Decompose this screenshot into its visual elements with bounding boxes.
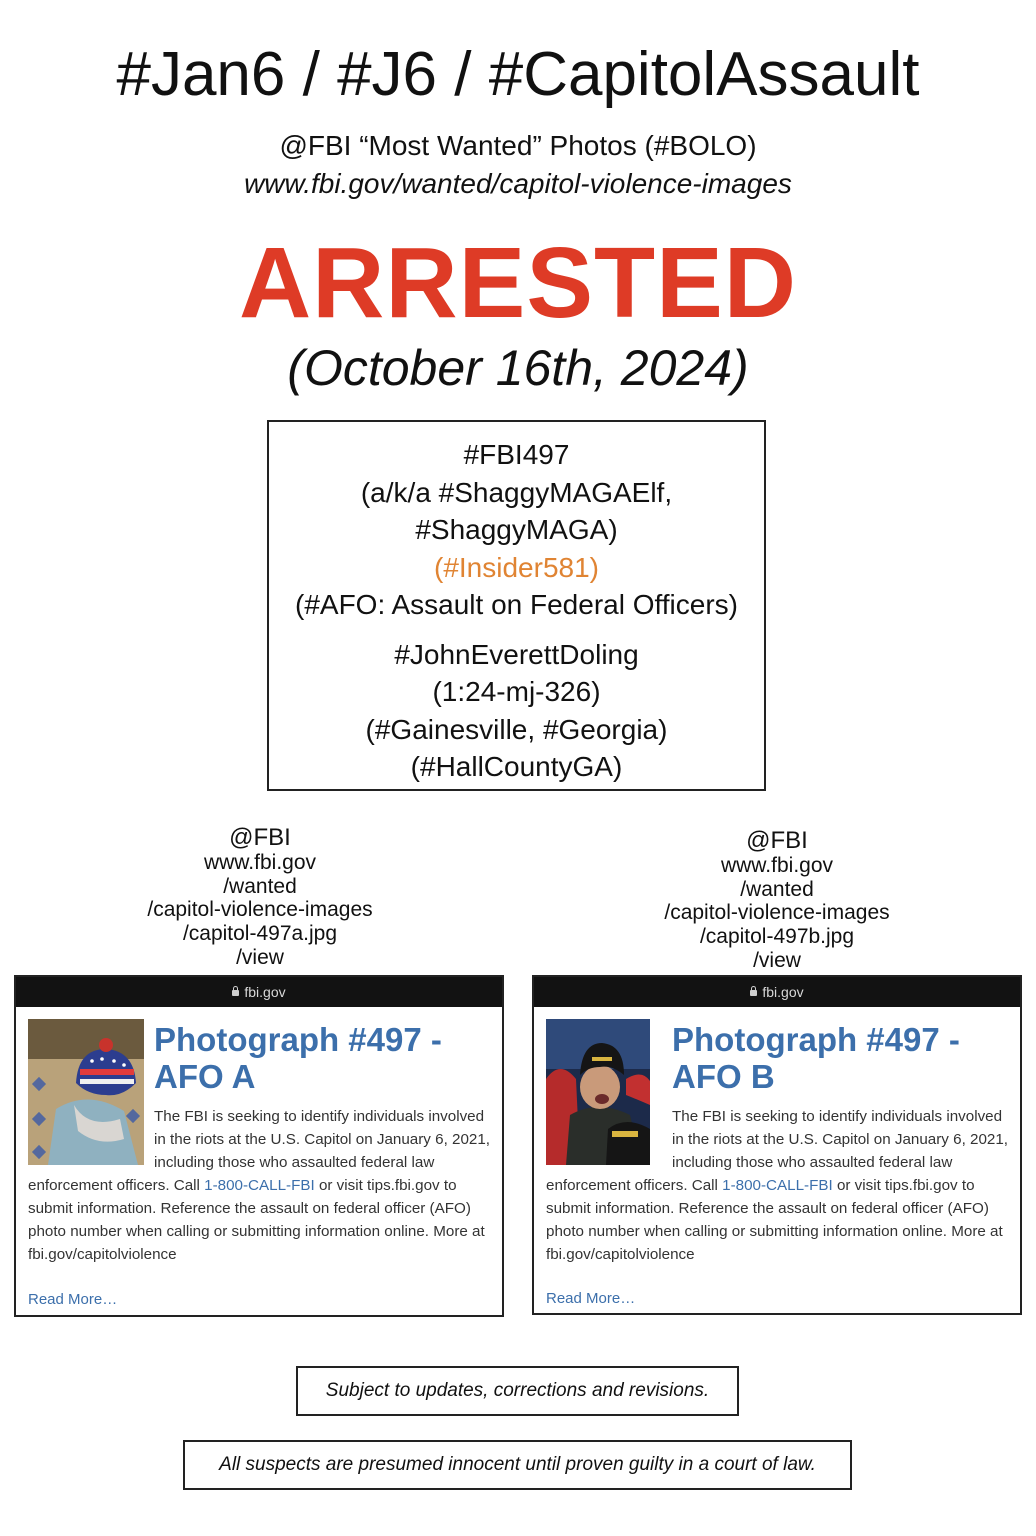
right-url-line: /view [753, 948, 801, 972]
desc-text: The FBI is seeking to identify individuals involved in the riots at the U.S. Capitol on January 6, 2021, including those who assaulted federal law enforcement officers. Call [28, 1108, 491, 1194]
page-subtitle: @FBI “Most Wanted” Photos (#BOLO) [279, 130, 757, 161]
left-url-line: /capitol-violence-images [147, 898, 373, 922]
case-number: (1:24-mj-326) [432, 676, 601, 707]
left-url-handle: @FBI [229, 824, 291, 851]
lock-icon [750, 990, 757, 996]
suspect-name: #JohnEverettDoling [394, 638, 639, 670]
desc-text: The FBI is seeking to identify individuals involved in the riots at the U.S. Capitol on January 6, 2021, including those who assaulted federal law enforcement officers. Call [546, 1108, 1009, 1194]
right-url-handle: @FBI [746, 827, 808, 854]
right-url-line: /capitol-497b.jpg [699, 925, 855, 949]
left-url-line: /wanted [223, 874, 297, 898]
phone-link[interactable]: 1-800-CALL-FBI [204, 1177, 315, 1194]
domain-label: fbi.gov [244, 984, 286, 1000]
left-url-line: www.fbi.gov [203, 851, 317, 874]
aka-line: (a/k/a #ShaggyMAGAElf, [360, 476, 673, 508]
lock-icon [232, 990, 239, 996]
source-url: www.fbi.gov/wanted/capitol-violence-images [244, 168, 792, 199]
read-more-link[interactable]: Read More… [28, 1291, 118, 1308]
suspect-photo-b[interactable] [546, 1019, 662, 1165]
page-title: #Jan6 / #J6 / #CapitolAssault [116, 40, 920, 109]
insider-tag: (#Insider581) [434, 551, 599, 583]
left-url-block [130, 824, 390, 970]
suspect-info-box [267, 420, 766, 791]
browser-address-bar [534, 977, 1020, 1007]
aka-line-2: #ShaggyMAGA) [415, 514, 618, 545]
read-more-link[interactable]: Read More… [546, 1290, 636, 1307]
fbi-card-afo-b [532, 975, 1022, 1315]
charge-line: (#AFO: Assault on Federal Officers) [295, 589, 738, 620]
heading-line: AFO A [154, 1058, 256, 1095]
left-url-line: /view [236, 945, 284, 969]
updates-disclaimer: Subject to updates, corrections and revisions. [296, 1366, 739, 1416]
right-url-block [647, 827, 907, 973]
heading-line: AFO B [672, 1058, 775, 1095]
heading-line: Photograph #497 - [672, 1021, 960, 1058]
domain-label: fbi.gov [762, 984, 804, 1000]
desc-text: or visit tips.fbi.gov to submit information. Reference the assault on federal officer (AFO) photo number when calling or submitting information online. More at fbi.gov/capitolviolence [28, 1177, 485, 1263]
left-url-line: /capitol-497a.jpg [182, 922, 338, 946]
county: (#HallCountyGA) [410, 751, 623, 782]
fbi-card-afo-a [14, 975, 504, 1317]
phone-link[interactable]: 1-800-CALL-FBI [722, 1177, 833, 1194]
location: (#Gainesville, #Georgia) [365, 713, 668, 745]
right-url-line: /capitol-violence-images [664, 901, 890, 925]
suspect-photo-a[interactable] [28, 1019, 144, 1165]
heading-line: Photograph #497 - [154, 1021, 442, 1058]
innocence-disclaimer: All suspects are presumed innocent until proven guilty in a court of law. [183, 1440, 852, 1490]
desc-text: or visit tips.fbi.gov to submit information. Reference the assault on federal officer (AFO) photo number when calling or submitting information online. More at fbi.gov/capitolviolence [546, 1177, 1003, 1263]
arrest-date: (October 16th, 2024) [287, 340, 749, 396]
fbi-number: #FBI497 [463, 439, 570, 470]
right-url-line: /wanted [740, 877, 814, 901]
browser-address-bar [16, 977, 502, 1007]
arrested-headline: ARRESTED [238, 227, 798, 339]
right-url-line: www.fbi.gov [720, 854, 834, 877]
